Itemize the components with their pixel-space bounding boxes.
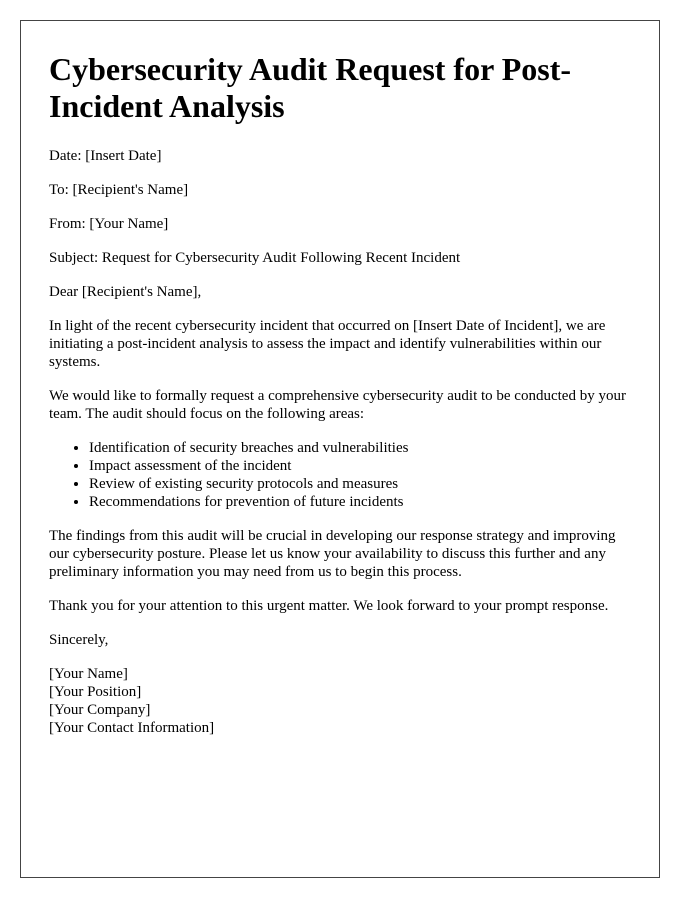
signature-block	[49, 665, 631, 737]
signature-company: [Your Company]	[49, 702, 151, 718]
from-line: From: [Your Name]	[49, 216, 169, 232]
subject-line: Subject: Request for Cybersecurity Audit Following Recent Incident	[49, 250, 461, 266]
body-paragraph-3: The findings from this audit will be crucial in developing our response strategy and improving our cybersecurity posture. Please let us know your availability to discuss this further and any preliminary information you may need from us to begin this process.	[49, 528, 616, 580]
to-line: To: [Recipient's Name]	[49, 182, 189, 198]
letter-title: Cybersecurity Audit Request for Post-Incident Analysis	[49, 51, 572, 124]
list-item: • Identification of security breaches and vulnerabilities	[89, 439, 631, 457]
date-line: Date: [Insert Date]	[49, 148, 162, 164]
list-item: • Review of existing security protocols and measures	[89, 475, 631, 493]
letter-page	[20, 20, 660, 878]
closing: Sincerely,	[49, 632, 109, 648]
salutation: Dear [Recipient's Name],	[49, 284, 202, 300]
list-item: • Recommendations for prevention of future incidents	[89, 493, 631, 511]
signature-position: [Your Position]	[49, 684, 142, 700]
focus-areas-list	[49, 439, 631, 511]
signature-name: [Your Name]	[49, 666, 128, 682]
body-paragraph-4: Thank you for your attention to this urgent matter. We look forward to your prompt response.	[49, 598, 609, 614]
body-paragraph-1: In light of the recent cybersecurity incident that occurred on [Insert Date of Incident], we are initiating a post-incident analysis to assess the impact and identify vulnerabilities within our systems.	[49, 318, 606, 370]
body-paragraph-2: We would like to formally request a comprehensive cybersecurity audit to be conducted by your team. The audit should focus on the following areas:	[49, 388, 626, 422]
list-item: • Impact assessment of the incident	[89, 457, 631, 475]
signature-contact: [Your Contact Information]	[49, 720, 215, 736]
